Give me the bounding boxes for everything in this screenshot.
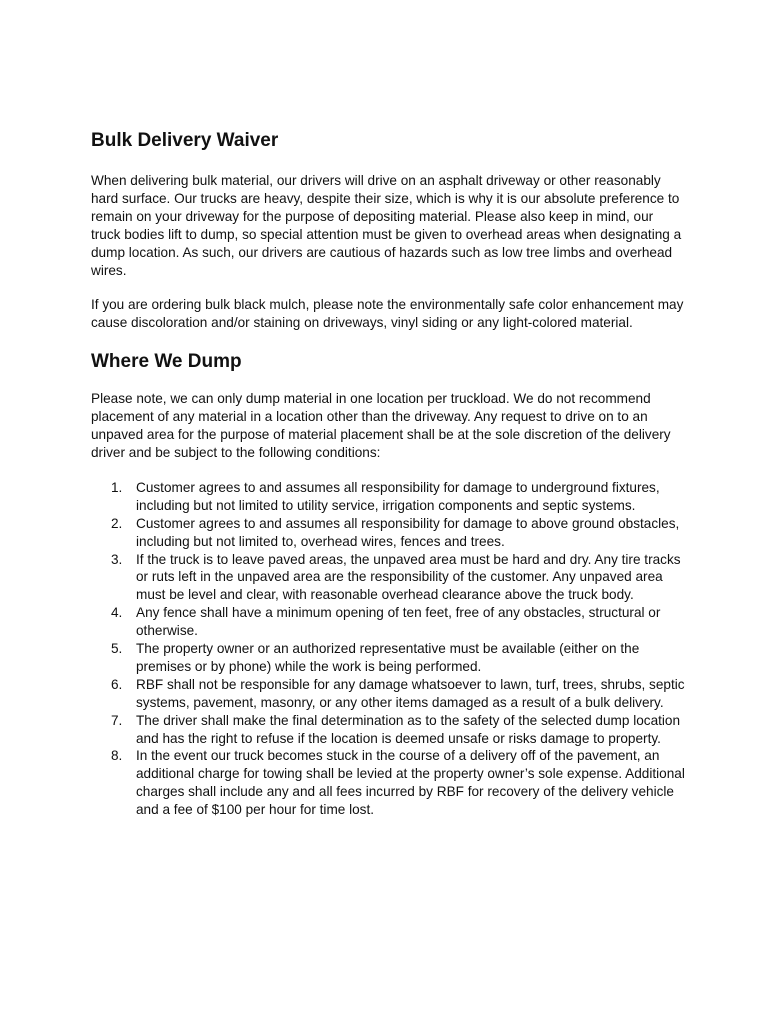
condition-number: 7. xyxy=(111,712,123,728)
condition-text: In the event our truck becomes stuck in the course of a delivery off of the pavement, an additional charge for towing shall be levied at the property owner’s sole expense. Additional charges shall include any and all fees incurred by RBF for recovery of the delivery vehicle and a fee of $100 per hour for time lost. xyxy=(136,748,685,818)
condition-number: 6. xyxy=(111,676,123,692)
condition-text: The property owner or an authorized representative must be available (either on the premises or by phone) while the work is being performed. xyxy=(136,641,640,674)
condition-number: 5. xyxy=(111,641,123,657)
paragraph-black-mulch-note: If you are ordering bulk black mulch, please note the environmentally safe color enhancement may cause discoloration and/or staining on driveways, vinyl siding or any light-colored material. xyxy=(91,297,684,331)
paragraph-dump-location: Please note, we can only dump material in one location per truckload. We do not recommend placement of any material in a location other than the driveway. Any request to drive on to an unpaved area for the purpose of material placement shall be at the sole discretion of the delivery driver and be subject to the following conditions: xyxy=(91,391,671,460)
document-page xyxy=(91,128,686,819)
condition-text: The driver shall make the final determination as to the safety of the selected dump location and has the right to refuse if the location is deemed unsafe or risks damage to property. xyxy=(136,712,681,746)
condition-number: 3. xyxy=(111,551,123,567)
condition-item xyxy=(91,515,686,551)
condition-text: RBF shall not be responsible for any damage whatsoever to lawn, turf, trees, shrubs, septic systems, pavement, masonry, or any other items damaged as a result of a bulk delivery. xyxy=(136,676,685,710)
condition-item xyxy=(91,676,686,712)
condition-number: 2. xyxy=(111,515,123,531)
condition-text: Any fence shall have a minimum opening of ten feet, free of any obstacles, structural or otherwise. xyxy=(136,605,661,639)
condition-item xyxy=(91,747,686,819)
condition-item xyxy=(91,604,686,640)
section-title-bulk-delivery-waiver: Bulk Delivery Waiver xyxy=(91,130,279,151)
condition-item xyxy=(91,712,686,748)
section-title-where-we-dump: Where We Dump xyxy=(91,351,242,373)
condition-text: Customer agrees to and assumes all responsibility for damage to underground fixtures, including but not limited to utility service, irrigation components and septic systems. xyxy=(136,479,660,513)
condition-text: If the truck is to leave paved areas, the unpaved area must be hard and dry. Any tire tracks or ruts left in the unpaved area are the responsibility of the customer. Any unpaved area must be level and clear, with reasonable overhead clearance above the truck body. xyxy=(136,551,681,603)
conditions-list xyxy=(91,479,686,819)
condition-number: 1. xyxy=(111,479,123,495)
condition-number: 4. xyxy=(111,605,123,621)
condition-item xyxy=(91,551,686,605)
condition-text: Customer agrees to and assumes all responsibility for damage to above ground obstacles, including but not limited to, overhead wires, fences and trees. xyxy=(136,515,680,549)
condition-item xyxy=(91,640,686,676)
condition-number: 8. xyxy=(111,748,123,764)
paragraph-delivery-surface: When delivering bulk material, our drivers will drive on an asphalt driveway or other reasonably hard surface. Our trucks are heavy, despite their size, which is why it is our absolute preference to remain on your driveway for the purpose of depositing material. Please also keep in mind, our truck bodies lift to dump, so special attention must be given to overhead areas when designating a dump location. As such, our drivers are cautious of hazards such as low tree limbs and overhead wires. xyxy=(91,173,682,278)
condition-item xyxy=(91,479,686,515)
